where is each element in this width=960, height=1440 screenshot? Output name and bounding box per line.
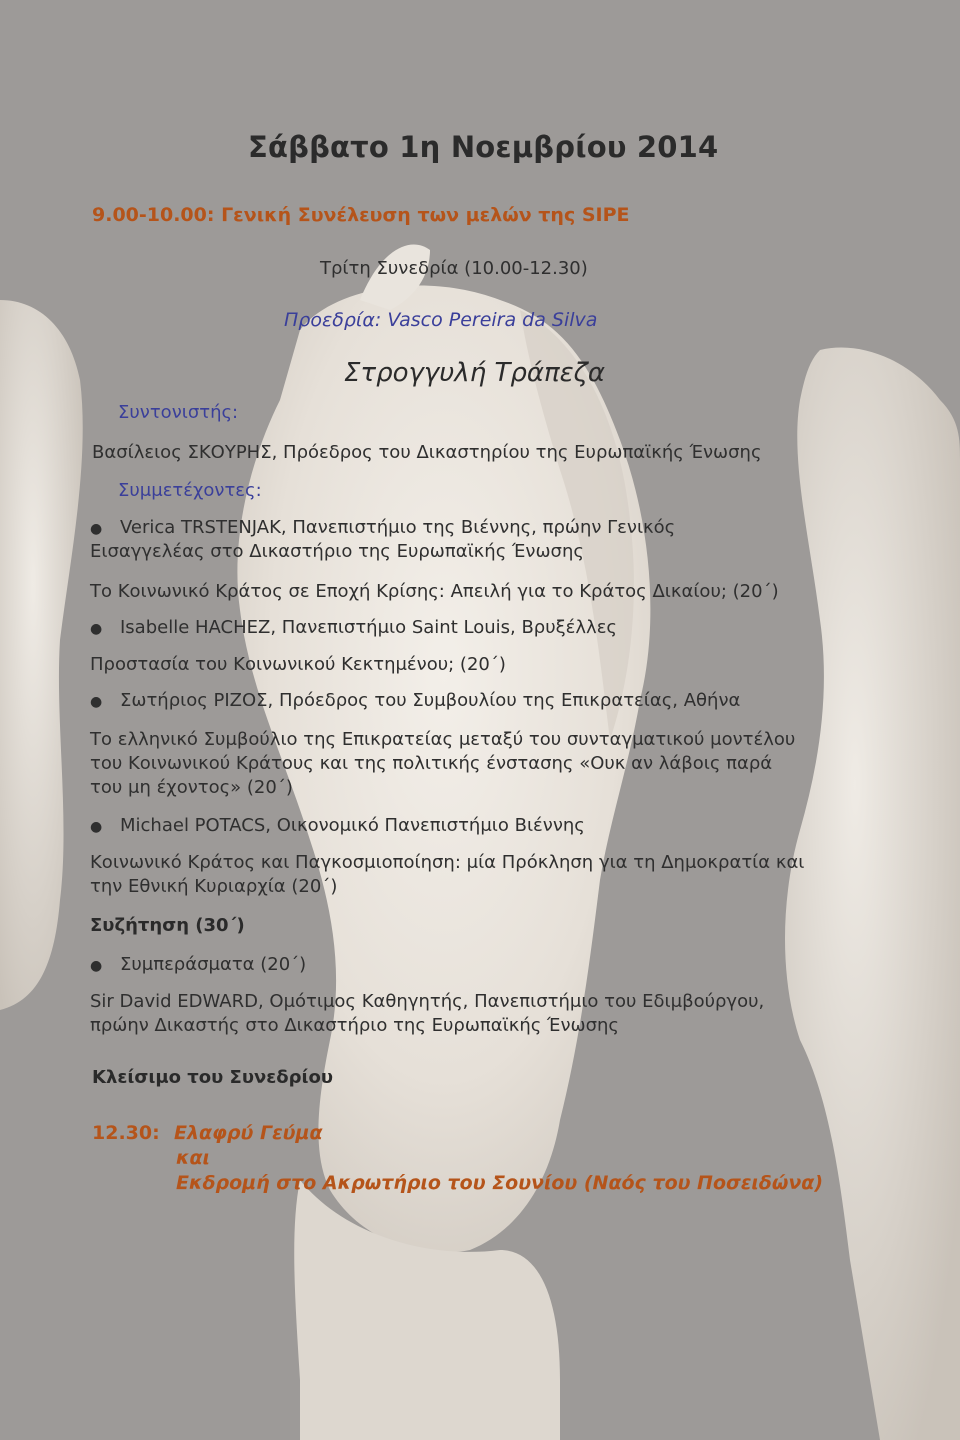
speaker-1-name-line-2: Εισαγγελέας στο Δικαστήριο της Ευρωπαϊκής Ένωσης — [90, 541, 584, 562]
assembly-heading: 9.00-10.00: Γενική Συνέλευση των μελών της SIPE — [92, 204, 630, 226]
bullet-icon: ● — [90, 621, 103, 637]
chair-line: Προεδρία: Vasco Pereira da Silva — [284, 309, 598, 331]
speaker-1-talk: Το Κοινωνικό Κράτος σε Εποχή Κρίσης: Απειλή για το Κράτος Δικαίου; (20΄) — [90, 581, 779, 602]
bullet-icon: ● — [90, 819, 103, 835]
speaker-3-name: Σωτήριος ΡΙΖΟΣ, Πρόεδρος του Συμβουλίου της Επικρατείας, Αθήνα — [120, 690, 741, 711]
and-text: και — [176, 1147, 210, 1169]
conclusions-speaker-line-1: Sir David EDWARD, Ομότιμος Καθηγητής, Πανεπιστήμιο του Εδιμβούργου, — [90, 991, 765, 1012]
bullet-icon: ● — [90, 958, 103, 974]
moderator-text: Βασίλειος ΣΚΟΥΡΗΣ, Πρόεδρος του Δικαστηρίου της Ευρωπαϊκής Ένωσης — [92, 442, 762, 463]
speaker-2-talk: Προστασία του Κοινωνικού Κεκτημένου; (20΄) — [90, 654, 506, 675]
speaker-2-name: Isabelle HACHEZ, Πανεπιστήμιο Saint Louis, Βρυξέλλες — [120, 617, 617, 638]
speaker-3-talk-line-1: Το ελληνικό Συμβούλιο της Επικρατείας μεταξύ του συνταγματικού μοντέλου — [90, 729, 796, 750]
participants-label: Συμμετέχοντες: — [118, 480, 262, 501]
session-heading: Τρίτη Συνεδρία (10.00-12.30) — [320, 258, 588, 279]
speaker-3-talk-line-3: του μη έχοντος» (20΄) — [90, 777, 293, 798]
speaker-3-talk-line-2: του Κοινωνικού Κράτους και της πολιτικής ένστασης «Ουκ αν λάβοις παρά — [90, 753, 773, 774]
discussion-heading: Συζήτηση (30΄) — [90, 915, 245, 936]
moderator-label: Συντονιστής: — [118, 402, 239, 423]
page-title: Σάββατο 1η Νοεμβρίου 2014 — [248, 130, 719, 164]
speaker-4-talk-line-2: την Εθνική Κυριαρχία (20΄) — [90, 876, 338, 897]
excursion-text: Εκδρομή στο Ακρωτήριο του Σουνίου (Ναός του Ποσειδώνα) — [176, 1172, 824, 1194]
conclusions-speaker-line-2: πρώην Δικαστής στο Δικαστήριο της Ευρωπαϊκής Ένωσης — [90, 1015, 619, 1036]
conclusions-text: Συμπεράσματα (20΄) — [120, 954, 307, 975]
speaker-4-name: Michael POTACS, Οικονομικό Πανεπιστήμιο Βιέννης — [120, 815, 585, 836]
lunch-text: Ελαφρύ Γεύμα — [174, 1122, 323, 1144]
bullet-icon: ● — [90, 694, 103, 710]
closing-heading: Κλείσιμο του Συνεδρίου — [92, 1067, 334, 1088]
lunch-time: 12.30: — [92, 1122, 160, 1144]
bullet-icon: ● — [90, 521, 103, 537]
speaker-1-name-line-1: Verica TRSTENJAK, Πανεπιστήμιο της Βιέννης, πρώην Γενικός — [120, 517, 676, 538]
speaker-4-talk-line-1: Κοινωνικό Κράτος και Παγκοσμιοποίηση: μία Πρόκληση για τη Δημοκρατία και — [90, 852, 805, 873]
round-table-heading: Στρογγυλή Τράπεζα — [344, 358, 605, 388]
